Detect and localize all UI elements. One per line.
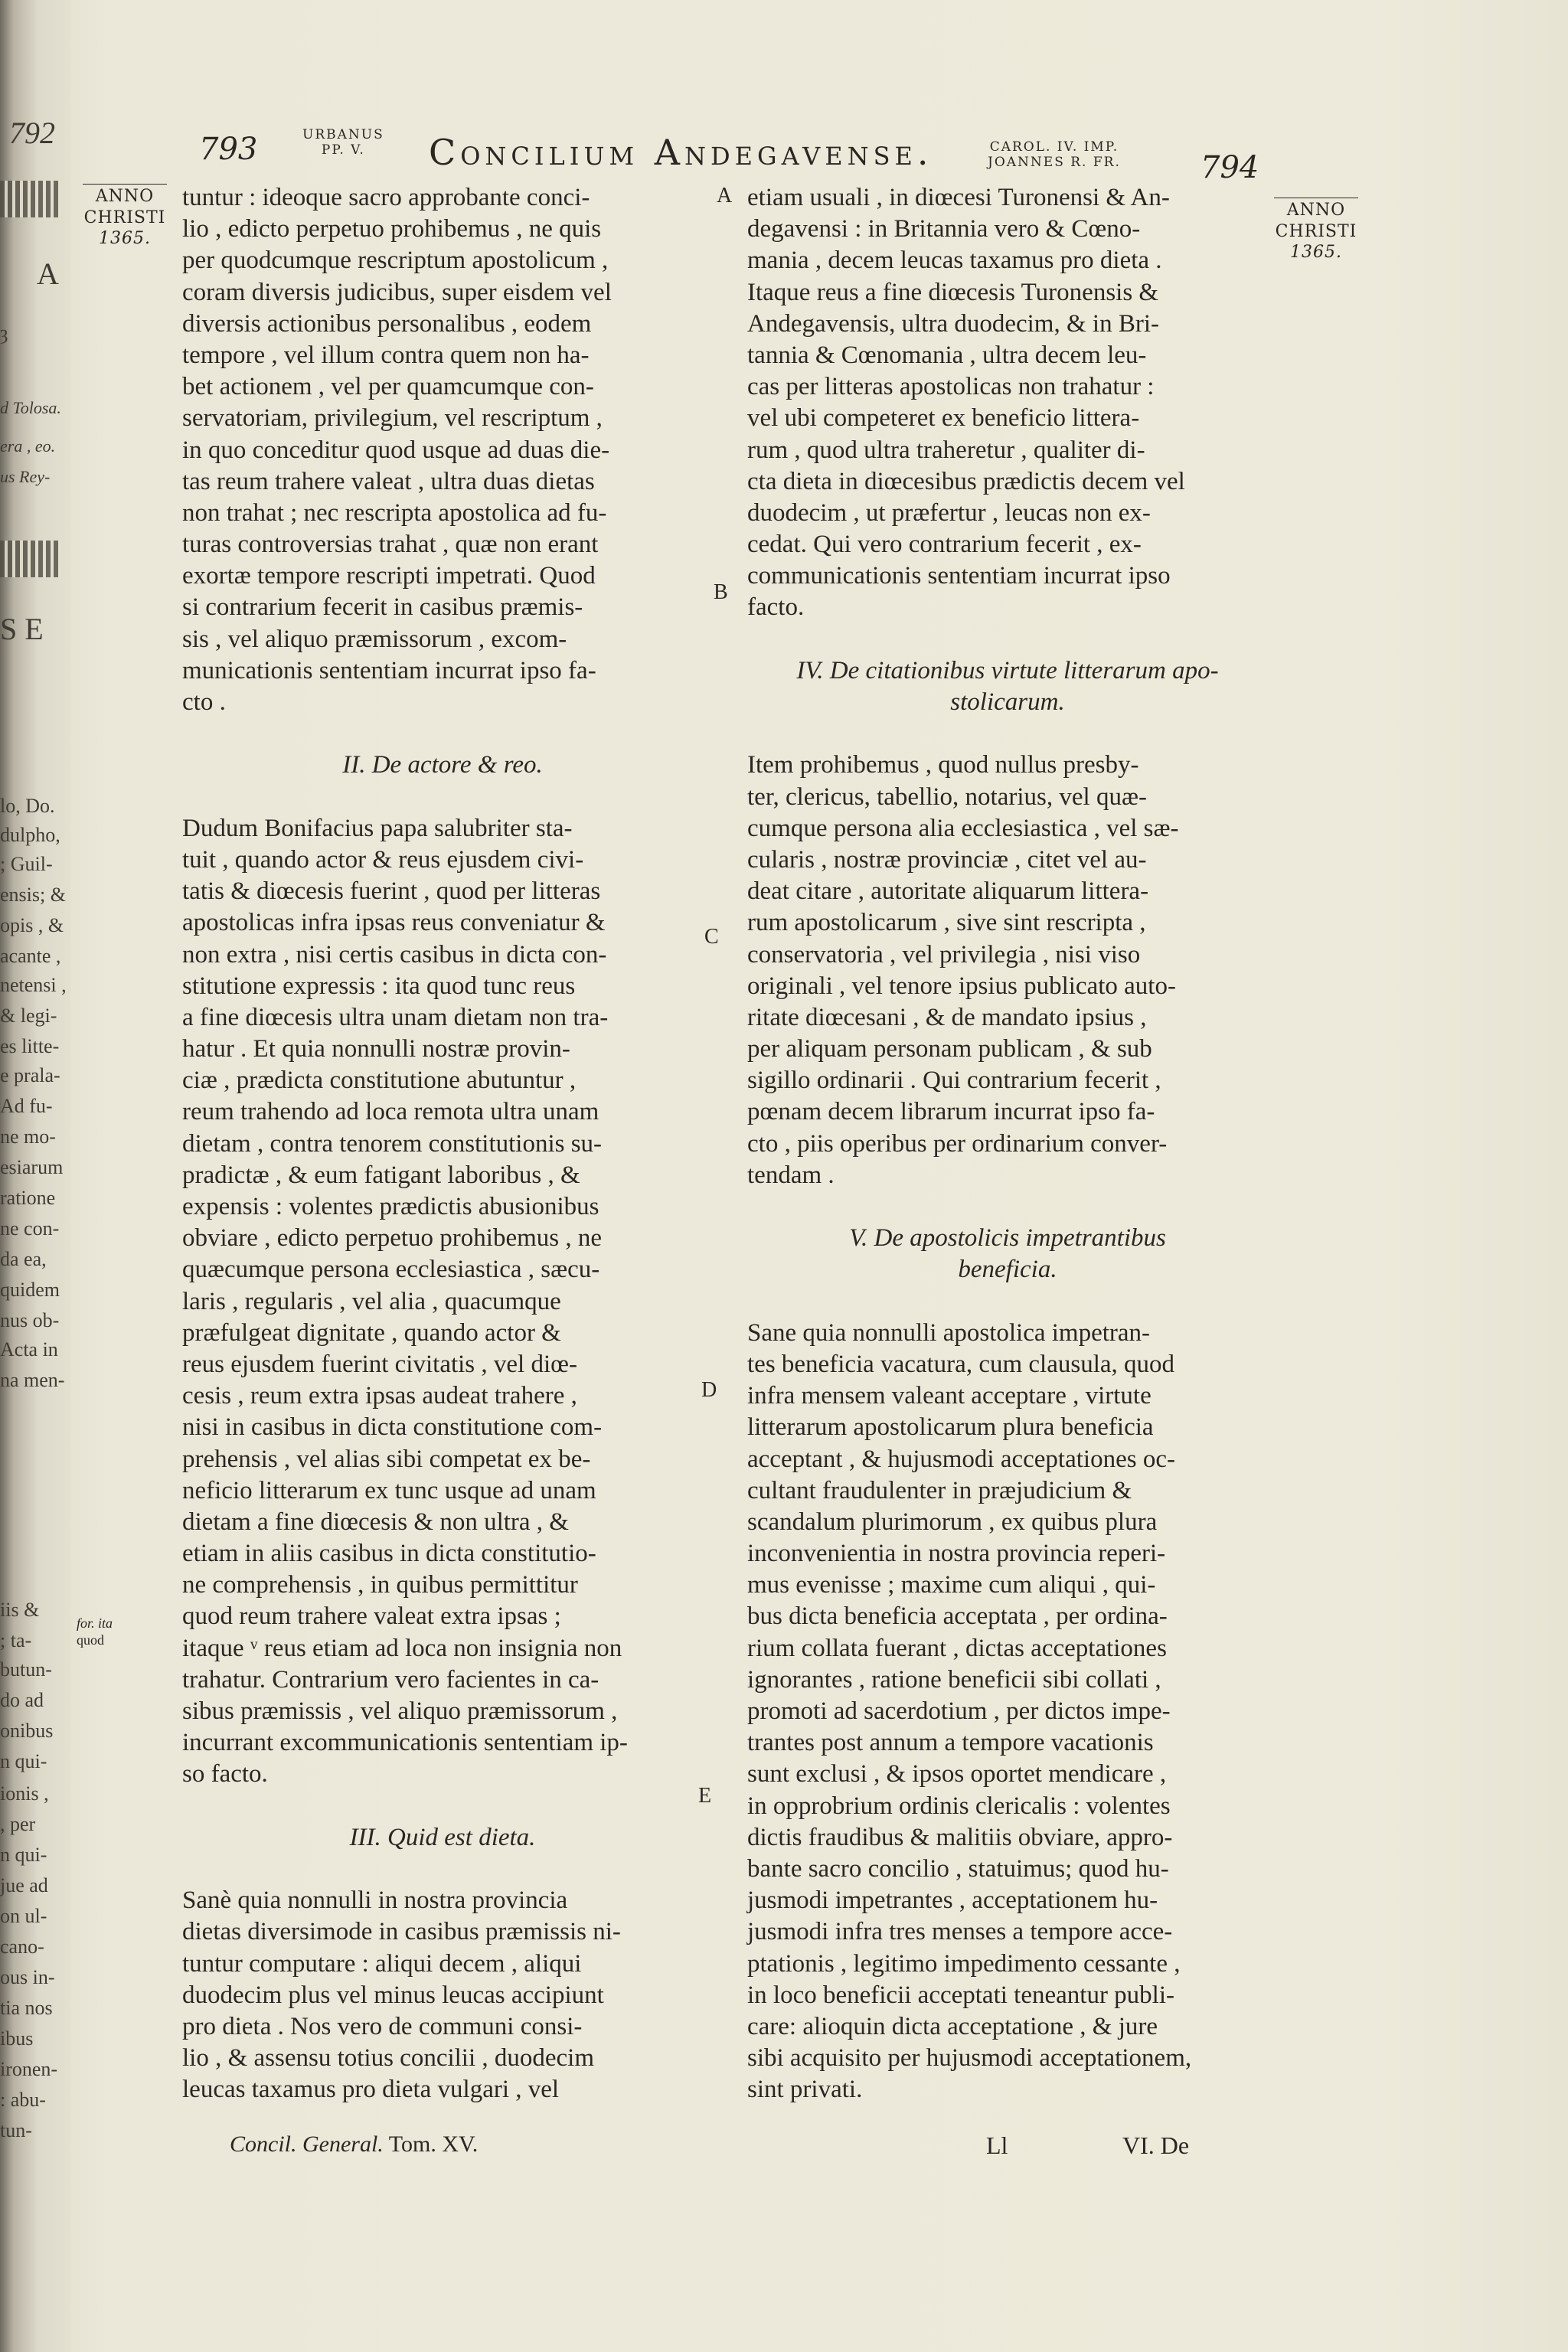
previous-page-text-fragment: d Tolosa. (0, 398, 61, 417)
text-line: sibus præmissis , vel aliquo præmissorum , (182, 1697, 618, 1725)
variant-note-line: quod (77, 1632, 104, 1648)
text-line: neficio litterarum ex tunc usque ad unam (182, 1476, 596, 1504)
text-line: jusmodi impetrantes , acceptationem hu- (747, 1886, 1158, 1915)
text-line: incurrant excommunicationis sententiam ip- (182, 1729, 628, 1757)
text-line: duodecim , ut præfertur , leucas non ex- (747, 498, 1151, 527)
text-line: tuit , quando actor & reus ejusdem civi- (182, 845, 584, 874)
right-text-column (747, 182, 1268, 2105)
margin-letter-e: E (698, 1784, 712, 1808)
text-line: degavensi : in Britannia vero & Cœno- (747, 215, 1141, 243)
text-line: a fine diœcesis ultra unam dietam non tra- (182, 1003, 609, 1031)
text-line: ptationis , legitimo impedimento cessante , (747, 1949, 1181, 1978)
previous-page-text-fragment: ous in- (0, 1966, 55, 1988)
text-line: Sanè quia nonnulli in nostra provincia (182, 1886, 568, 1915)
text-line: mus evenisse ; maxime cum aliqui , qui- (747, 1571, 1156, 1599)
left-text-column (182, 182, 703, 2105)
text-line: tempore , vel illum contra quem non ha- (182, 341, 590, 369)
text-line: duodecim plus vel minus leucas accipiunt (182, 1981, 604, 2009)
text-line: trahatur. Contrarium vero facientes in ca- (182, 1665, 599, 1694)
previous-page-text-fragment: ; Guil- (0, 853, 53, 875)
running-head-joannes: JOANNES R. FR. (988, 155, 1121, 171)
text-line (182, 1791, 703, 1822)
text-line: dietam a fine diœcesis & non ultra , & (182, 1508, 569, 1536)
text-line: ne comprehensis , in quibus permittitur (182, 1571, 578, 1599)
previous-page-text-fragment: Ad fu- (0, 1095, 53, 1117)
text-line: communicationis sententiam incurrat ipso (747, 562, 1171, 590)
previous-page-initial: A (37, 256, 59, 291)
text-line (182, 782, 703, 813)
text-line: litterarum apostolicarum plura beneficia (747, 1413, 1154, 1442)
text-line: in loco beneficii acceptati teneantur publi- (747, 1981, 1175, 2009)
section-heading: beneficia. (958, 1256, 1057, 1284)
ornament (0, 181, 61, 217)
text-line (747, 718, 1268, 750)
text-line: deat citare , autoritate aliquarum littera- (747, 877, 1149, 906)
previous-page-text-fragment: tia nos (0, 1997, 53, 2019)
ornament (0, 541, 61, 577)
previous-page-text-fragment: jue ad (0, 1874, 48, 1896)
text-line: ciæ , prædicta constitutione abutuntur , (182, 1067, 577, 1095)
previous-page-text-fragment: lo, Do. (0, 795, 55, 817)
text-line: non trahat ; nec rescripta apostolica ad fu- (182, 498, 607, 527)
section-heading: stolicarum. (950, 688, 1065, 716)
text-line (182, 1854, 703, 1885)
text-line: etiam usuali , in diœcesi Turonensi & An- (747, 184, 1170, 211)
text-line: stitutione expressis : ita quod tunc reus (182, 972, 576, 1000)
previous-page-text-fragment: ne con- (0, 1217, 60, 1240)
text-line: tes beneficia vacatura, cum clausula, quod (747, 1350, 1175, 1378)
previous-page-text-fragment: do ad (0, 1689, 44, 1711)
text-line: Andegavensis, ultra duodecim, & in Bri- (747, 309, 1159, 338)
text-line: quæcumque persona ecclesiastica , sæcu- (182, 1256, 600, 1284)
variant-note-line: for. ita (77, 1615, 113, 1631)
text-line: municationis sententiam incurrat ipso fa- (182, 656, 596, 684)
text-line: sis , vel aliquo præmissorum , excom- (182, 625, 567, 653)
text-line: so facto. (182, 1760, 268, 1788)
text-line: reum trahendo ad loca remota ultra unam (182, 1098, 599, 1126)
footer-volume (230, 2132, 478, 2158)
anno-label: ANNO (1286, 201, 1346, 220)
previous-page-text-fragment: na men- (0, 1369, 65, 1391)
text-line: cto , piis operibus per ordinarium conver- (747, 1129, 1168, 1158)
text-line: inconvenientia in nostra provincia reperi- (747, 1540, 1166, 1568)
margin-letter-b: B (714, 580, 728, 604)
text-line (182, 718, 703, 750)
previous-page-text-fragment: ratione (0, 1187, 56, 1209)
christi-label: CHRISTI (1275, 221, 1357, 241)
previous-page-text-fragment: n qui- (0, 1844, 47, 1866)
text-line: conservatoria , vel privilegia , nisi viso (747, 940, 1141, 969)
previous-page-text-fragment: opis , & (0, 914, 64, 936)
previous-page-text-fragment: ionis , (0, 1782, 49, 1805)
left-page-number: 793 (199, 132, 258, 167)
previous-page-text-fragment: ; ta- (0, 1629, 32, 1651)
text-line: trantes post annum a tempore vacationis (747, 1729, 1154, 1757)
text-line: reus ejusdem fuerint civitatis , vel diœ- (182, 1350, 577, 1378)
text-line: dietas diversimode in casibus præmissis ni- (182, 1918, 621, 1946)
text-line: dietam , contra tenorem constitutionis su- (182, 1129, 603, 1158)
previous-page-text-fragment: & legi- (0, 1004, 57, 1027)
text-line: per aliquam personam publicam , & sub (747, 1035, 1152, 1063)
text-line: jusmodi infra tres menses a tempore acce- (747, 1918, 1173, 1946)
text-line: pro dieta . Nos vero de communi consi- (182, 2012, 583, 2040)
previous-page-text-fragment: dulpho, (0, 824, 60, 846)
text-line: ter, clericus, tabellio, notarius, vel quæ- (747, 782, 1147, 811)
text-line: per quodcumque rescriptum apostolicum , (182, 247, 609, 275)
text-line: cta dieta in diœcesibus prædictis decem vel (747, 467, 1185, 495)
marginal-variant-note (77, 1615, 113, 1648)
text-line: in quo conceditur quod usque ad duas die- (182, 436, 610, 464)
margin-letter-a: A (717, 184, 733, 207)
text-line (747, 1191, 1268, 1223)
footer-tome: Tom. XV. (388, 2132, 479, 2157)
text-line: originali , vel tenore ipsius publicato auto- (747, 972, 1176, 1000)
previous-page-heading: S E (0, 612, 44, 646)
text-line (747, 624, 1268, 655)
running-head-right (988, 139, 1121, 171)
anno-label: ANNO (95, 187, 155, 206)
previous-page-text-fragment: quidem (0, 1279, 60, 1301)
text-line: apostolicas infra ipsas reus conveniatur & (182, 909, 606, 937)
previous-page-text-fragment: cano- (0, 1936, 44, 1958)
text-line: bet actionem , vel per quamcumque con- (182, 373, 594, 401)
anno-christi-left (83, 184, 167, 250)
previous-page-text-fragment: onibus (0, 1720, 54, 1742)
previous-page-text-fragment: netensi , (0, 974, 67, 996)
text-line: Sane quia nonnulli apostolica impetran- (747, 1318, 1151, 1347)
previous-page-text-fragment: us Rey- (0, 467, 51, 486)
text-line: hatur . Et quia nonnulli nostræ provin- (182, 1035, 570, 1063)
text-line: cultant fraudulenter in præjudicium & (747, 1476, 1132, 1504)
text-line: lio , & assensu totius concilii , duodecim (182, 2044, 595, 2073)
signature-mark: Ll (986, 2132, 1008, 2159)
previous-page-text-fragment: da ea, (0, 1248, 47, 1270)
running-head-pp: PP. V. (321, 142, 365, 158)
christi-label: CHRISTI (83, 207, 166, 227)
text-line: Item prohibemus , quod nullus presby- (747, 751, 1139, 779)
text-line: tendam . (747, 1161, 835, 1189)
text-line: expensis : volentes prædictis abusionibus (182, 1193, 599, 1220)
text-line: cas per litteras apostolicas non trahatur : (747, 373, 1155, 401)
text-line: mania , decem leucas taxamus pro dieta . (747, 247, 1162, 275)
text-line: tuntur computare : aliqui decem , aliqui (182, 1949, 582, 1978)
previous-page-text-fragment: butun- (0, 1658, 52, 1681)
text-line: præfulgeat dignitate , quando actor & (182, 1318, 561, 1347)
running-head-urbanus: URBANUS (302, 127, 384, 142)
text-line: servatoriam, privilegium, vel rescriptum , (182, 404, 603, 433)
section-heading: II. De actore & reo. (342, 751, 543, 779)
text-line: tuntur : ideoque sacro approbante conci- (182, 184, 590, 211)
text-line: care: alioquin dicta acceptatione , & jure (747, 2012, 1158, 2040)
text-line: laris , regularis , vel alia , quacumque (182, 1287, 561, 1315)
text-line: prehensis , vel alias sibi competat ex be- (182, 1445, 591, 1473)
previous-page-text-fragment: era , eo. (0, 436, 56, 456)
text-line: rum apostolicarum , sive sint rescripta , (747, 909, 1146, 937)
previous-page-text-fragment: ensis; & (0, 884, 66, 906)
text-line (747, 1286, 1268, 1318)
text-line: bante sacro concilio , statuimus; quod hu- (747, 1854, 1169, 1883)
text-line: tatis & diœcesis fuerint , quod per litteras (182, 877, 601, 906)
running-head-left (302, 127, 384, 158)
previous-page-text-fragment: ne mo- (0, 1125, 56, 1148)
previous-page-text-fragment: on ul- (0, 1905, 47, 1927)
text-line: cumque persona alia ecclesiastica , vel sæ- (747, 814, 1179, 842)
text-line: itaque ᵛ reus etiam ad loca non insignia non (182, 1634, 622, 1662)
text-line: tas reum trahere valeat , ultra duas dietas (182, 467, 595, 495)
anno-christi-right (1274, 198, 1358, 263)
text-line: infra mensem valeant acceptare , virtute (747, 1382, 1152, 1410)
previous-page-number: 792 (9, 116, 55, 150)
text-line: Itaque reus a fine diœcesis Turonensis & (747, 278, 1159, 306)
text-line: acceptant , & hujusmodi acceptationes oc- (747, 1445, 1175, 1473)
previous-page-text-fragment: tun- (0, 2119, 32, 2141)
text-line: rium collata fuerant , dictas acceptationes (747, 1634, 1167, 1662)
text-line: rum , quod ultra traheretur , qualiter di- (747, 436, 1145, 464)
text-line: facto. (747, 593, 805, 622)
text-line: obviare , edicto perpetuo prohibemus , ne (182, 1224, 602, 1253)
text-line: turas controversias trahat , quæ non erant (182, 531, 599, 559)
section-heading: V. De apostolicis impetrantibus (849, 1224, 1166, 1253)
text-line: etiam in aliis casibus in dicta constitutio- (182, 1540, 596, 1568)
text-line: si contrarium fecerit in casibus præmis- (182, 593, 583, 622)
text-line: pradictæ , & eum fatigant laboribus , & (182, 1161, 580, 1189)
margin-letter-d: D (701, 1378, 717, 1402)
text-line: sibi acquisito per hujusmodi acceptationem, (747, 2044, 1192, 2073)
text-line: vel ubi competeret ex beneficio littera- (747, 404, 1140, 433)
previous-page-text-fragment: es litte- (0, 1035, 60, 1057)
text-line: tannia & Cœnomania , ultra decem leu- (747, 341, 1147, 369)
text-line: promoti ad sacerdotium , per dictos impe- (747, 1697, 1171, 1725)
running-head-carol: CAROL. IV. IMP. (989, 139, 1119, 155)
text-line: bus dicta beneficia acceptata , per ordina- (747, 1602, 1168, 1631)
previous-page-text-fragment: nus ob- (0, 1309, 60, 1331)
text-line: Dudum Bonifacius papa salubriter sta- (182, 814, 573, 842)
page-title: Concilium Andegavense. (429, 132, 933, 173)
previous-page-fragment (0, 0, 70, 2352)
text-line: sigillo ordinarii . Qui contrarium fecerit , (747, 1067, 1161, 1095)
previous-page-text-fragment: iis & (0, 1599, 40, 1621)
previous-page-text-fragment: : abu- (0, 2089, 46, 2111)
text-line: sunt exclusi , & ipsos oportet mendicare , (747, 1760, 1167, 1788)
text-line: quod reum trahere valeat extra ipsas ; (182, 1602, 561, 1631)
text-line: dictis fraudibus & malitiis obviare, appro- (747, 1823, 1173, 1851)
text-line: non extra , nisi certis casibus in dicta con- (182, 940, 607, 969)
margin-letter-c: C (704, 925, 719, 949)
text-line: scandalum plurimorum , ex quibus plura (747, 1508, 1158, 1536)
catchword: VI. De (1122, 2132, 1190, 2159)
text-line: exortæ tempore rescripti impetrati. Quod (182, 562, 596, 590)
text-line: coram diversis judicibus, super eisdem vel (182, 278, 612, 306)
section-heading: III. Quid est dieta. (349, 1823, 536, 1851)
text-line: cto . (182, 688, 226, 716)
section-heading: IV. De citationibus virtute litterarum apo- (796, 656, 1219, 684)
rule (83, 184, 167, 185)
text-line: cularis , nostræ provinciæ , citet vel au- (747, 845, 1147, 874)
text-line: cedat. Qui vero contrarium fecerit , ex- (747, 531, 1142, 559)
right-page-number: 794 (1200, 150, 1259, 185)
text-line: in opprobrium ordinis clericalis : volentes (747, 1792, 1171, 1820)
year-label: 1365. (99, 229, 151, 248)
text-line: ignorantes , ratione beneficii sibi collati , (747, 1665, 1161, 1694)
previous-page-text-fragment: acante , (0, 945, 61, 967)
text-line: cesis , reum extra ipsas audeat trahere , (182, 1382, 577, 1410)
previous-page-text-fragment: Acta in (0, 1338, 58, 1361)
previous-page-text-fragment: e prala- (0, 1064, 60, 1086)
text-line: sint privati. (747, 2076, 863, 2104)
footer-collection: Concil. General. (230, 2132, 384, 2157)
previous-page-text-fragment: ironen- (0, 2058, 58, 2080)
previous-page-text-fragment: esiarum (0, 1156, 64, 1178)
text-line: pœnam decem librarum incurrat ipso fa- (747, 1098, 1155, 1126)
previous-page-text-fragment: , per (0, 1813, 36, 1835)
text-line: diversis actionibus personalibus , eodem (182, 309, 592, 338)
previous-page-text-fragment: n qui- (0, 1750, 47, 1772)
text-line: ritate diœcesani , & de mandato ipsius , (747, 1003, 1147, 1031)
text-line: lio , edicto perpetuo prohibemus , ne quis (182, 215, 602, 243)
previous-page-text-fragment: ibus (0, 2027, 34, 2050)
year-label: 1365. (1290, 243, 1342, 262)
previous-page-text-fragment: ȝ (0, 322, 8, 344)
text-line: leucas taxamus pro dieta vulgari , vel (182, 2076, 560, 2104)
text-line: nisi in casibus in dicta constitutione com- (182, 1413, 603, 1442)
